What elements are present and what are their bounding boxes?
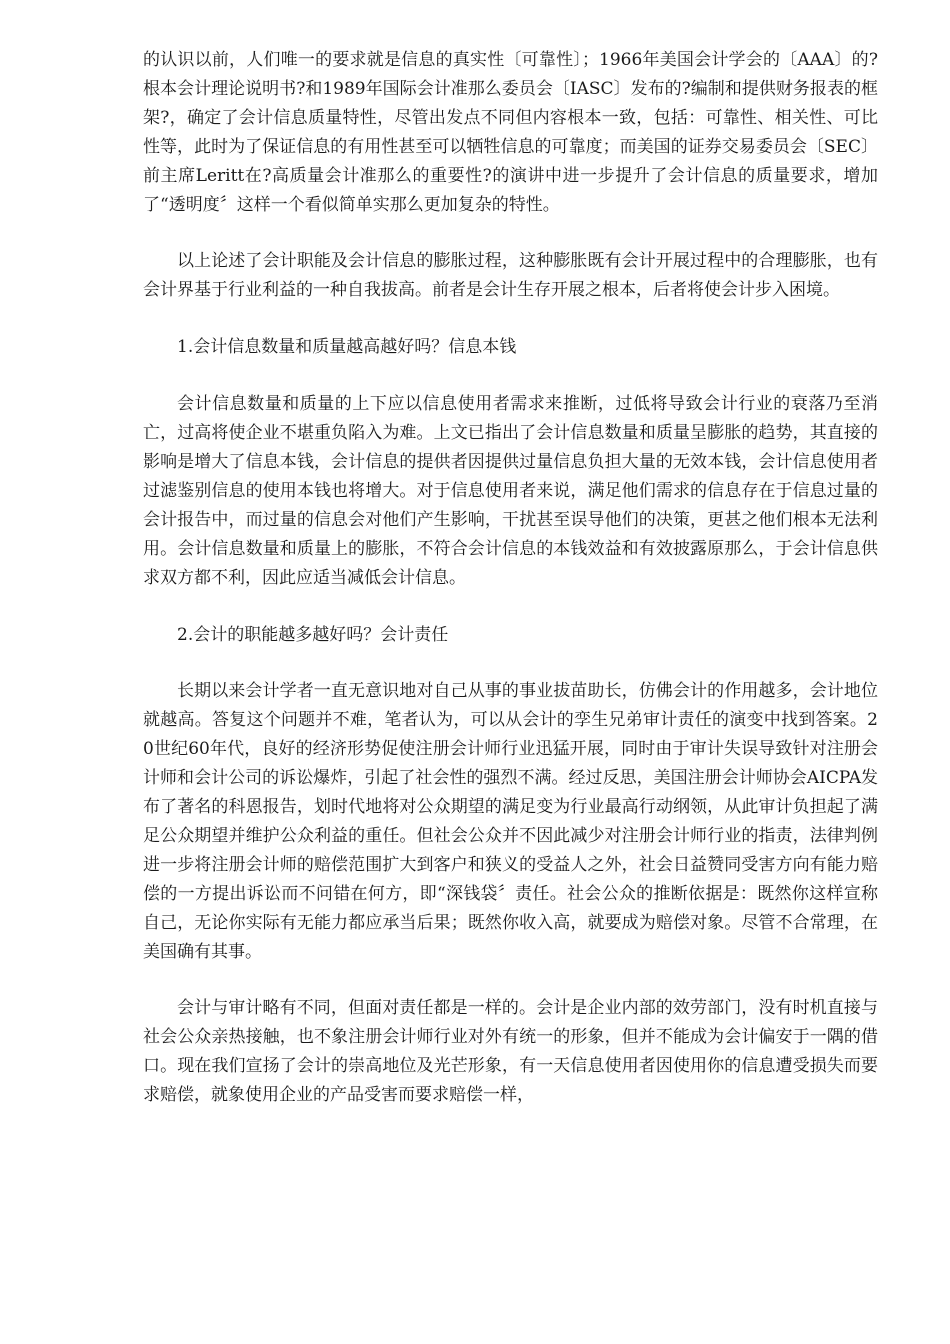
- paragraph-gap: [143, 305, 878, 333]
- section-heading-2: 2.会计的职能越多越好吗？会计责任: [177, 624, 449, 645]
- paragraph-summary: 以上论述了会计职能及会计信息的膨胀过程，这种膨胀既有会计开展过程中的合理膨胀，也有会计界基于行业利益的一种自我拔高。前者是会计生存开展之根本，后者将使会计步入困境。: [143, 251, 878, 301]
- paragraph-gap: [143, 649, 878, 677]
- paragraph-gap: [143, 219, 878, 247]
- paragraph-gap: [143, 966, 878, 994]
- paragraph-gap: [143, 593, 878, 621]
- paragraph-responsibility: 长期以来会计学者一直无意识地对自己从事的事业拔苗助长，仿佛会计的作用越多，会计地位就越高。答复这个问题并不难，笔者认为，可以从会计的孪生兄弟审计责任的演变中找到答案。20世纪60年代，良好的经济形势促使注册会计师行业迅猛开展，同时由于审计失误导致针对注册会计师和会计公司的诉讼爆炸，引起了社会性的强烈不满。经过反思，美国注册会计师协会AICPA发布了著名的科恩报告，划时代地将对公众期望的满足变为行业最高行动纲领，从此审计负担起了满足公众期望并维护公众利益的重任。但社会公众并不因此减少对注册会计师行业的指责，法律判例进一步将注册会计师的赔偿范围扩大到客户和狭义的受益人之外，社会日益赞同受害方向有能力赔偿的一方提出诉讼而不问错在何方，即“深钱袋〞责任。社会公众的推断依据是：既然你这样宣称自己，无论你实际有无能力都应承当后果；既然你收入高，就要成为赔偿对象。尽管不合常理，在美国确有其事。: [143, 681, 878, 962]
- paragraph-gap: [143, 362, 878, 390]
- paragraph-info-cost: 会计信息数量和质量的上下应以信息使用者需求来推断，过低将导致会计行业的衰落乃至消亡，过高将使企业不堪重负陷入为难。上文已指出了会计信息数量和质量呈膨胀的趋势，其直接的影响是增大了信息本钱，会计信息的提供者因提供过量信息负担大量的无效本钱，会计信息使用者过滤鉴别信息的使用本钱也将增大。对于信息使用者来说，满足他们需求的信息存在于信息过量的会计报告中，而过量的信息会对他们产生影响，干扰甚至误导他们的决策，更甚之他们根本无法利用。会计信息数量和质量上的膨胀，不符合会计信息的本钱效益和有效披露原那么，于会计信息供求双方都不利，因此应适当减低会计信息。: [143, 394, 878, 588]
- section-heading-1: 1.会计信息数量和质量越高越好吗？信息本钱: [177, 337, 517, 358]
- document-page: [143, 46, 878, 1110]
- paragraph-continued: 的认识以前，人们唯一的要求就是信息的真实性〔可靠性〕；1966年美国会计学会的〔AAA〕的?根本会计理论说明书?和1989年国际会计准那么委员会〔IASC〕发布的?编制和提供财务报表的框架?，确定了会计信息质量特性，尽管出发点不同但内容根本一致，包括：可靠性、相关性、可比性等，此时为了保证信息的有用性甚至可以牺牲信息的可靠度；而美国的证券交易委员会〔SEC〕前主席Leritt在?高质量会计准那么的重要性?的演讲中进一步提升了会计信息的质量要求，增加了“透明度〞这样一个看似简单实那么更加复杂的特性。: [143, 50, 878, 215]
- paragraph-accounting-audit: 会计与审计略有不同，但面对责任都是一样的。会计是企业内部的效劳部门，没有时机直接与社会公众亲热接触，也不象注册会计师行业对外有统一的形象，但并不能成为会计偏安于一隅的借口。现在我们宣扬了会计的崇高地位及光芒形象，有一天信息使用者因使用你的信息遭受损失而要求赔偿，就象使用企业的产品受害而要求赔偿一样，: [143, 998, 878, 1106]
